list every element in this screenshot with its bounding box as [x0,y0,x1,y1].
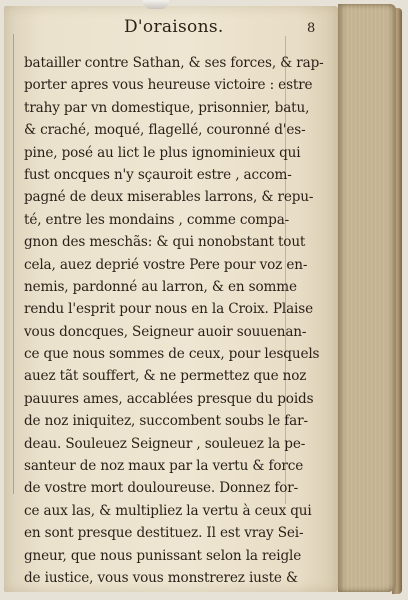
text-line: té, entre les mondains , comme compa- [24,211,290,228]
book-page [4,6,338,592]
page-fore-edge [338,4,396,592]
text-line: gneur, que nous punissant selon la reigle [24,547,302,564]
text-line: batailler contre Sathan, & ses forces, & rap- [24,55,324,71]
left-margin-shadow [13,34,14,494]
page-header [16,15,326,41]
text-line: gnon des meschãs: & qui nonobstant tout [24,234,306,251]
text-line: de vostre mort douloureuse. Donnez for- [24,480,299,497]
text-line: en sont presque destituez. Il est vray Sei- [24,525,304,542]
text-line: auez tãt souffert, & ne permettez que noz [24,368,307,385]
text-line: fust oncques n'y sçauroit estre , accom- [24,166,292,183]
text-line: porter apres vous heureuse victoire : estre [24,77,313,94]
text-line: ce que nous sommes de ceux, pour lesquels [24,346,320,363]
page-number: 8 [307,21,316,36]
running-head: D'oraisons. [124,17,224,37]
text-line: nemis, pardonné au larron, & en somme [24,278,297,295]
text-line: ce aux las, & multipliez la vertu à ceux qui [24,502,312,519]
text-line: pagné de deux miserables larrons, & repu- [24,189,314,206]
scanner-clip [143,0,169,9]
text-block [24,52,324,589]
text-line: & craché, moqué, flagellé, couronné d'es- [24,122,306,139]
text-line: pauures ames, accablées presque du poids [24,390,314,407]
text-line: cela, auez deprié vostre Pere pour voz en- [24,256,308,273]
text-line: de noz iniquitez, succombent soubs le far- [24,413,308,430]
text-line: pine, posé au lict le plus ignominieux qui [24,144,301,161]
text-line: santeur de noz maux par la vertu & force [24,458,304,475]
text-line: de iustice, vous vous monstrerez iuste & [24,569,298,586]
text-line: vous doncques, Seigneur auoir souuenan- [24,323,307,340]
text-line: rendu l'esprit pour nous en la Croix. Plaise [24,301,313,318]
text-line: deau. Souleuez Seigneur , souleuez la pe- [24,435,306,452]
text-line: trahy par vn domestique, prisonnier, batu, [24,99,310,116]
